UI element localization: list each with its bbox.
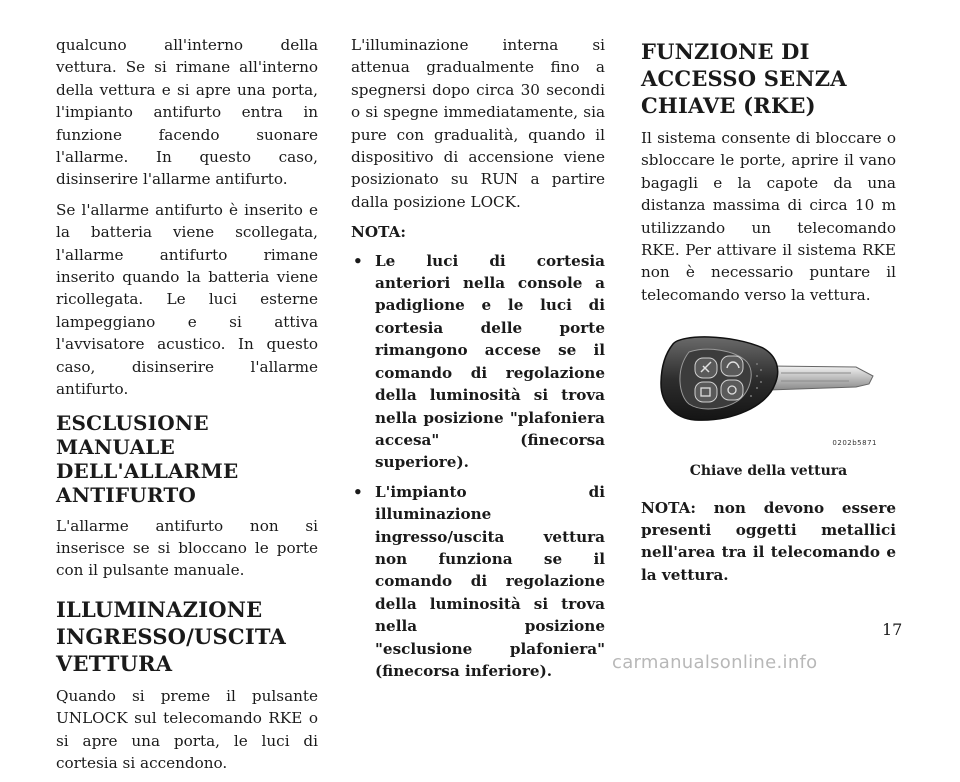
bullet-icon: •: [353, 251, 363, 270]
watermark: carmanualsonline.info: [612, 652, 818, 673]
note-paragraph: NOTA: non devono essere presenti oggetti metallici nell'area tra il telecomando e la vettura.: [641, 498, 896, 584]
paragraph: L'allarme antifurto non si inserisce se si bloccano le porte con il pulsante manuale.: [56, 516, 318, 580]
column-right: [641, 34, 896, 594]
paragraph: Se l'allarme antifurto è inserito e la batteria viene scollegata, l'allarme antifurto rimane inserito quando la batteria viene ricollegata. Le luci esterne lampeggiano e si attiva l'avvisatore acustico. In questo caso, disinserire l'allarme antifurto.: [56, 200, 318, 399]
page-number: 17: [882, 620, 903, 639]
figure-caption: Chiave della vettura: [689, 463, 848, 480]
paragraph: Il sistema consente di bloccare o sbloccare le porte, aprire il vano bagagli e la capote da una distanza massima di circa 10 m utilizzando un telecomando RKE. Per attivare il sistema RKE non è necessario puntare il telecomando verso la vettura.: [641, 129, 896, 304]
column-left: [56, 34, 318, 782]
list-item: [351, 481, 605, 683]
paragraph: qualcuno all'interno della vettura. Se si rimane all'interno della vettura e si apre una porta, l'impianto antifurto entra in funzione facendo suonare l'allarme. In questo caso, disinserire l'allarme antifurto.: [56, 36, 318, 189]
section-heading: ESCLUSIONE MANUALE DELL'ALLARME ANTIFURTO: [56, 410, 239, 507]
column-middle: [351, 34, 605, 689]
section-heading: FUNZIONE DI ACCESSO SENZA CHIAVE (RKE): [641, 39, 847, 118]
list-item-text: L'impianto di illuminazione ingresso/uscita vettura non funziona se il comando di regolazione della luminosità si trova nella posizione "esclusione plafoniera" (finecorsa inferiore).: [375, 482, 605, 680]
paragraph: L'illuminazione interna si attenua gradualmente fino a spegnersi dopo circa 30 secondi o si spegne immediatamente, sia pure con gradualità, quando il dispositivo di accensione viene posizionato su RUN a partire dalla posizione LOCK.: [351, 36, 605, 211]
list-item: [351, 250, 605, 474]
note-label: NOTA:: [351, 223, 406, 242]
list-item-text: Le luci di cortesia anteriori nella console a padiglione e le luci di cortesia delle porte rimangono accese se il comando di regolazione della luminosità si trova nella posizione "plafoniera accesa" (finecorsa superiore).: [375, 251, 605, 472]
figure-code: 0202b5871: [832, 438, 877, 447]
bullet-icon: •: [353, 482, 363, 501]
note-list: [351, 250, 605, 683]
paragraph: Quando si preme il pulsante UNLOCK sul telecomando RKE o si apre una porta, le luci di cortesia si accendono.: [56, 686, 318, 772]
section-heading: ILLUMINAZIONE INGRESSO/USCITA VETTURA: [56, 596, 287, 676]
key-fob-illustration: [651, 326, 881, 444]
key-fob-figure: [651, 326, 881, 454]
